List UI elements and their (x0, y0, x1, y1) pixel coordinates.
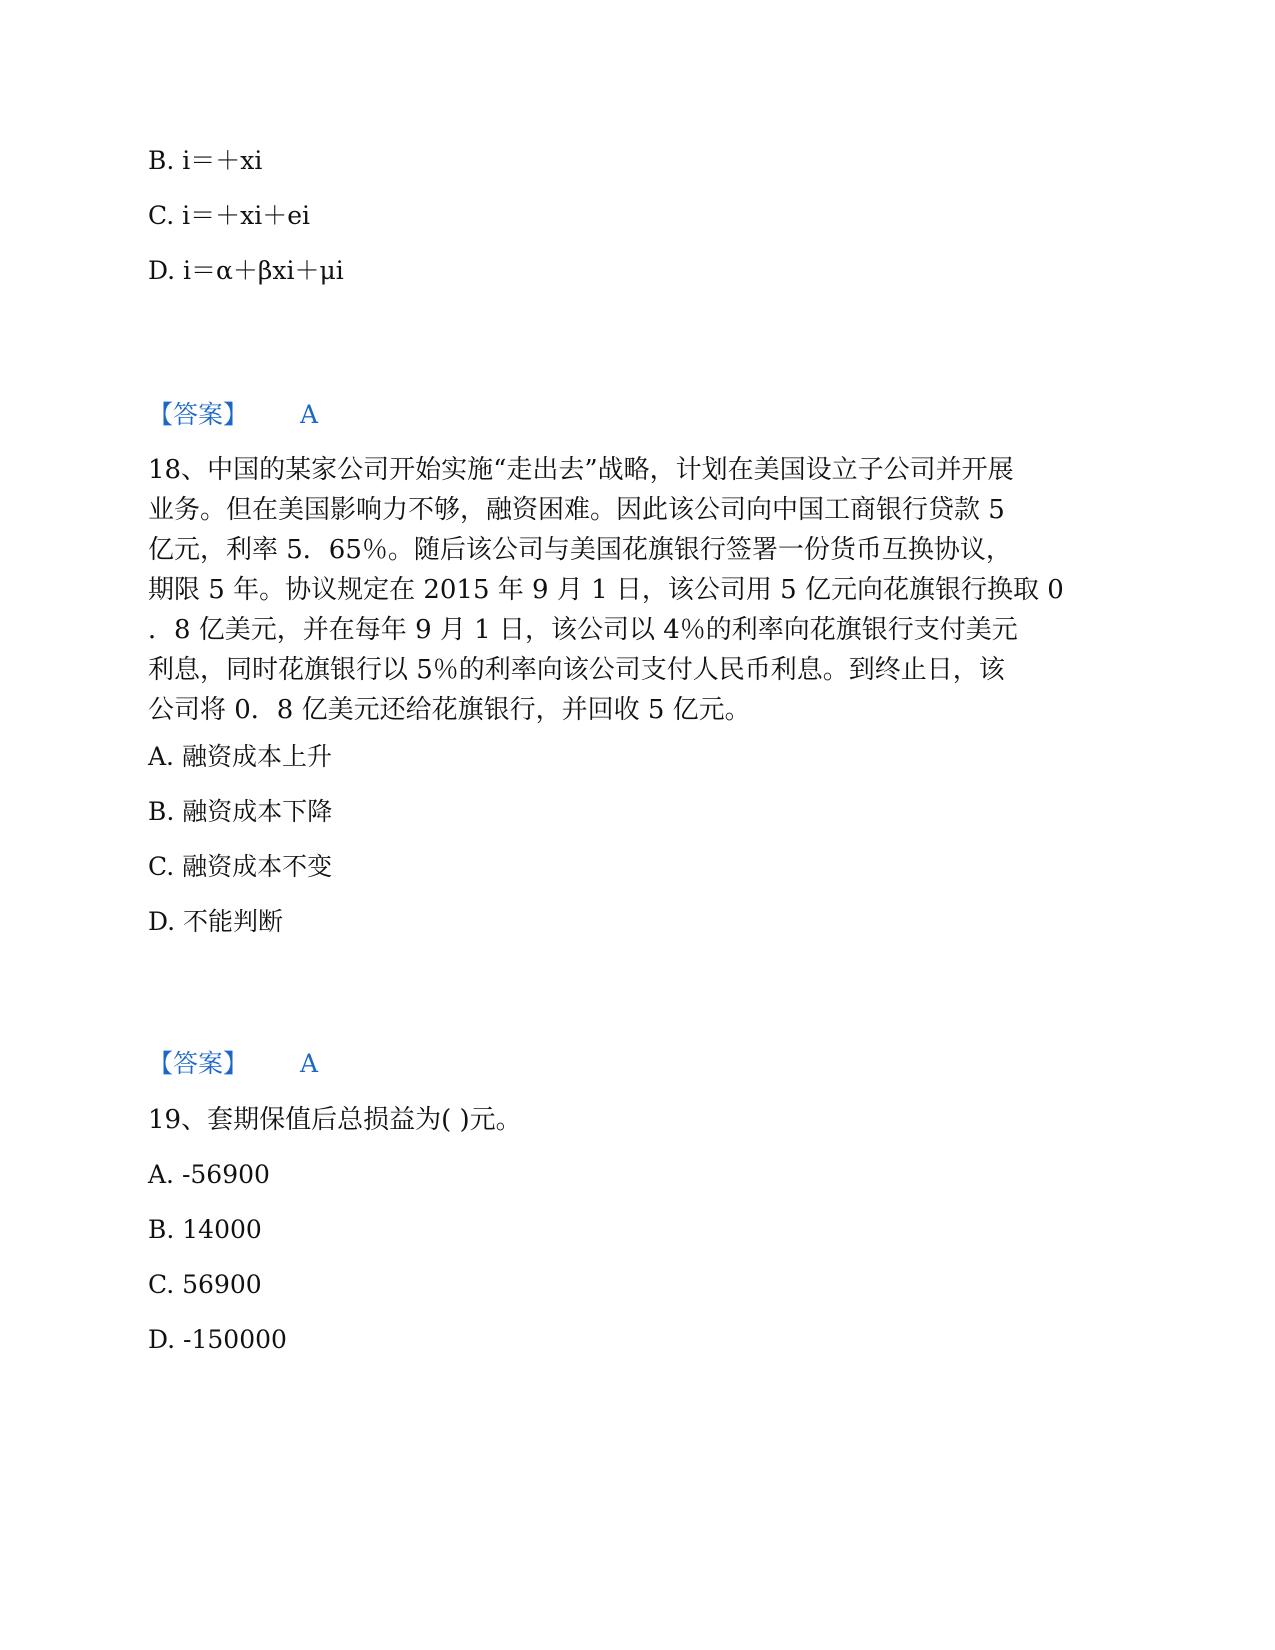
answer-label: 【答案】 (148, 400, 249, 429)
q18-line: 公司将 0．8 亿美元还给花旗银行，并回收 5 亿元。 (148, 695, 751, 725)
q18-answer (148, 1049, 318, 1079)
q18-option-d: D. 不能判断 (148, 907, 284, 936)
q19-question: 19、套期保值后总损益为( )元。 (148, 1105, 522, 1135)
q18-question (148, 450, 1108, 730)
q18-line: 业务。但在美国影响力不够，融资困难。因此该公司向中国工商银行贷款 5 (148, 495, 1005, 525)
q19-option-a: A. -56900 (148, 1160, 270, 1189)
q18-line: ．8 亿美元，并在每年 9 月 1 日，该公司以 4％的利率向花旗银行支付美元 (148, 615, 1018, 645)
q18-line: 亿元，利率 5．65％。随后该公司与美国花旗银行签署一份货币互换协议， (148, 535, 1012, 565)
q17-option-b: B. i＝＋xi (148, 146, 263, 175)
q18-line: 利息，同时花旗银行以 5％的利率向该公司支付人民币利息。到终止日，该 (148, 655, 1005, 685)
q19-option-d: D. -150000 (148, 1325, 287, 1354)
q19-option-b: B. 14000 (148, 1215, 262, 1244)
q18-line: 期限 5 年。协议规定在 2015 年 9 月 1 日，该公司用 5 亿元向花旗银行换取 0 (148, 575, 1064, 605)
q17-option-d: D. i＝α＋βxi＋μi (148, 256, 344, 285)
answer-value: A (300, 1049, 319, 1078)
q18-option-a: A. 融资成本上升 (148, 742, 332, 771)
q18-option-c: C. 融资成本不变 (148, 852, 333, 881)
q18-line: 18、中国的某家公司开始实施“走出去”战略，计划在美国设立子公司并开展 (148, 455, 1014, 485)
q17-option-c: C. i＝＋xi＋ei (148, 201, 311, 230)
answer-label: 【答案】 (148, 1049, 249, 1078)
q18-option-b: B. 融资成本下降 (148, 797, 333, 826)
answer-value: A (300, 400, 319, 429)
q17-answer (148, 400, 318, 430)
q19-option-c: C. 56900 (148, 1270, 262, 1299)
